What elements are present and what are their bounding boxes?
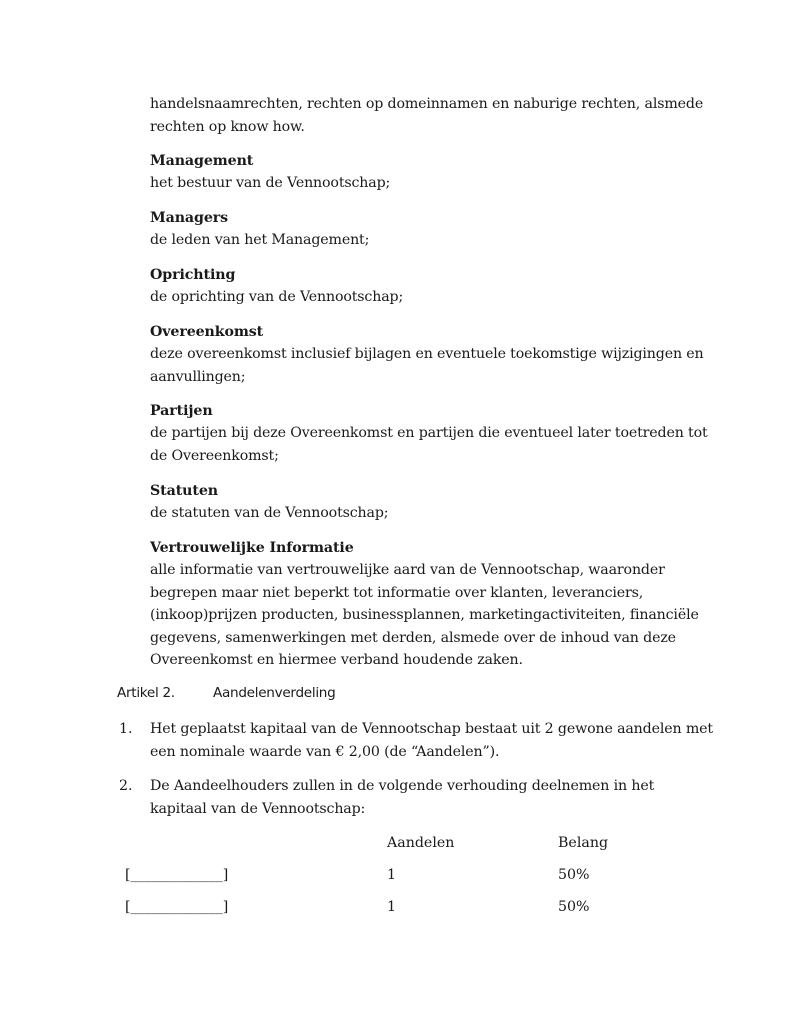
- definition-text-managers: de leden van het Management;: [150, 232, 370, 248]
- definition-text-partijen: de partijen bij deze Overeenkomst en partijen die eventueel later toetreden tot de Overeenkomst;: [150, 425, 708, 464]
- shareholder-placeholder: [_____________]: [125, 867, 229, 883]
- definition-text-overeenkomst: deze overeenkomst inclusief bijlagen en eventuele toekomstige wijzigingen en aanvullingen;: [150, 346, 704, 385]
- clause-number: 1.: [119, 721, 133, 737]
- clause-text: De Aandeelhouders zullen in de volgende verhouding deelnemen in het kapitaal van de Vennootschap:: [150, 778, 655, 817]
- definition-text-statuten: de statuten van de Vennootschap;: [150, 505, 389, 521]
- definition-term-vertrouwelijke-informatie: Vertrouwelijke Informatie: [150, 540, 354, 556]
- article-title: Aandelenverdeling: [213, 685, 336, 701]
- intro-line: rechten op know how.: [150, 118, 305, 135]
- shareholder-placeholder: [_____________]: [125, 899, 229, 915]
- intro-line: handelsnaamrechten, rechten op domeinnamen en naburige rechten, alsmede: [150, 96, 704, 112]
- definition-term-management: Management: [150, 153, 254, 169]
- table-header-stake: Belang: [558, 835, 609, 851]
- table-header-shares: Aandelen: [387, 835, 455, 851]
- shares-count: 1: [387, 867, 397, 883]
- definition-text-vertrouwelijke-informatie: alle informatie van vertrouwelijke aard van de Vennootschap, waaronder begrepen maar niet beperkt tot informatie over klanten, leveranciers, (inkoop)prijzen producten, businessplannen, marketingactiviteiten, financiële gegevens, samenwerkingen met derden, alsmede over de inhoud van deze Overeenkomst en hiermee verband houdende zaken.: [150, 562, 699, 668]
- article-number: Artikel 2.: [117, 685, 175, 701]
- shares-count: 1: [387, 899, 397, 915]
- intro-paragraph: [150, 93, 704, 138]
- definition-term-oprichting: Oprichting: [150, 267, 236, 283]
- definition-text-oprichting: de oprichting van de Vennootschap;: [150, 289, 404, 305]
- clause-text: Het geplaatst kapitaal van de Vennootschap bestaat uit 2 gewone aandelen met een nominale waarde van € 2,00 (de “Aandelen”).: [150, 721, 713, 760]
- article-heading: [117, 683, 336, 703]
- definition-term-managers: Managers: [150, 210, 229, 226]
- stake-percentage: 50%: [558, 899, 590, 915]
- stake-percentage: 50%: [558, 867, 590, 883]
- definition-text-management: het bestuur van de Vennootschap;: [150, 175, 391, 191]
- definition-term-statuten: Statuten: [150, 483, 218, 499]
- definition-term-partijen: Partijen: [150, 403, 213, 419]
- clause-number: 2.: [119, 778, 133, 794]
- definition-term-overeenkomst: Overeenkomst: [150, 324, 264, 340]
